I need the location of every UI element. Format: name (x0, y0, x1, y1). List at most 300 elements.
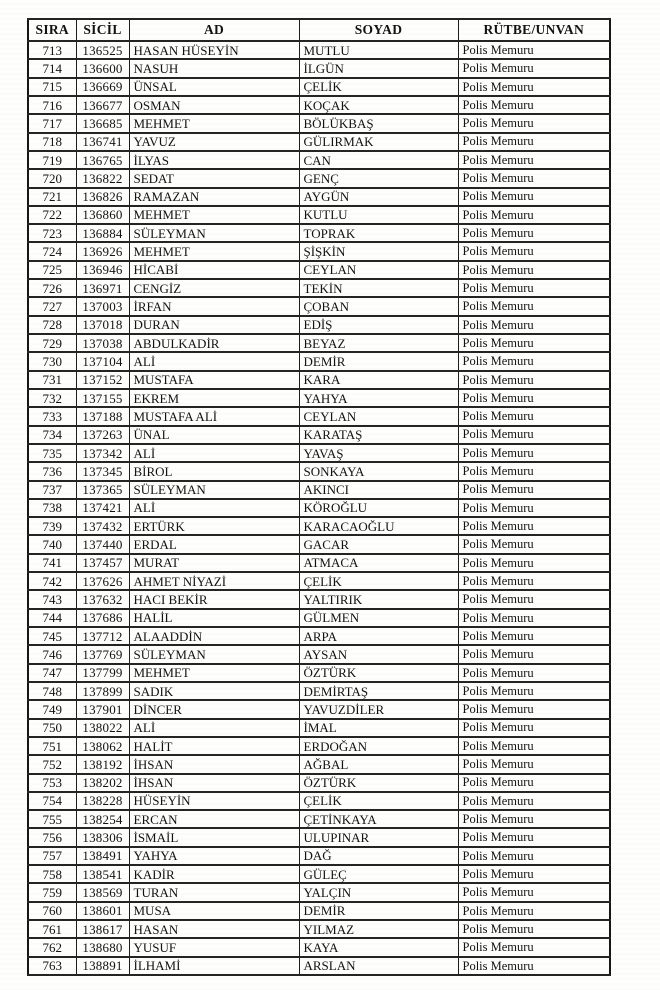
cell-sicil: 136884 (76, 224, 129, 242)
table-row (28, 206, 610, 224)
cell-sira: 725 (28, 261, 76, 279)
cell-sicil: 137626 (76, 572, 129, 590)
cell-rutbe-unvan: Polis Memuru (458, 242, 610, 260)
header-soyad: SOYAD (299, 19, 458, 41)
table-row (28, 261, 610, 279)
table-row (28, 609, 610, 627)
cell-rutbe-unvan: Polis Memuru (458, 609, 610, 627)
cell-rutbe-unvan: Polis Memuru (458, 481, 610, 499)
cell-rutbe-unvan: Polis Memuru (458, 535, 610, 553)
cell-sicil: 137365 (76, 481, 129, 499)
cell-soyad: KOÇAK (299, 96, 458, 114)
cell-ad: MEHMET (129, 114, 299, 132)
cell-soyad: SONKAYA (299, 462, 458, 480)
cell-rutbe-unvan: Polis Memuru (458, 78, 610, 96)
cell-sicil: 137345 (76, 462, 129, 480)
cell-ad: MURAT (129, 554, 299, 572)
cell-ad: MEHMET (129, 206, 299, 224)
cell-soyad: ÇELİK (299, 792, 458, 810)
table-row (28, 847, 610, 865)
cell-soyad: DEMİR (299, 902, 458, 920)
cell-rutbe-unvan: Polis Memuru (458, 755, 610, 773)
cell-ad: ALİ (129, 719, 299, 737)
cell-rutbe-unvan: Polis Memuru (458, 279, 610, 297)
cell-sicil: 136860 (76, 206, 129, 224)
cell-sicil: 137003 (76, 297, 129, 315)
cell-soyad: ÇELİK (299, 572, 458, 590)
table-row (28, 774, 610, 792)
table-row (28, 883, 610, 901)
cell-rutbe-unvan: Polis Memuru (458, 627, 610, 645)
cell-sira: 752 (28, 755, 76, 773)
cell-soyad: GÜLEÇ (299, 865, 458, 883)
table-header (28, 19, 610, 41)
cell-sira: 715 (28, 78, 76, 96)
cell-soyad: KARA (299, 371, 458, 389)
cell-soyad: KAYA (299, 938, 458, 956)
cell-ad: ALİ (129, 499, 299, 517)
cell-rutbe-unvan: Polis Memuru (458, 792, 610, 810)
cell-rutbe-unvan: Polis Memuru (458, 700, 610, 718)
cell-sicil: 138601 (76, 902, 129, 920)
cell-sira: 742 (28, 572, 76, 590)
table-row (28, 407, 610, 425)
table-row (28, 664, 610, 682)
cell-sicil: 137104 (76, 352, 129, 370)
cell-ad: HASAN HÜSEYİN (129, 41, 299, 59)
cell-sira: 724 (28, 242, 76, 260)
table-row (28, 719, 610, 737)
cell-soyad: BEYAZ (299, 334, 458, 352)
cell-ad: MEHMET (129, 242, 299, 260)
cell-rutbe-unvan: Polis Memuru (458, 645, 610, 663)
cell-rutbe-unvan: Polis Memuru (458, 682, 610, 700)
table-row (28, 151, 610, 169)
cell-soyad: DEMİR (299, 352, 458, 370)
cell-sira: 753 (28, 774, 76, 792)
cell-sicil: 138022 (76, 719, 129, 737)
cell-sicil: 137155 (76, 389, 129, 407)
cell-sicil: 138491 (76, 847, 129, 865)
cell-sicil: 137152 (76, 371, 129, 389)
cell-sira: 759 (28, 883, 76, 901)
table-row (28, 755, 610, 773)
header-ad: AD (129, 19, 299, 41)
cell-ad: ERDAL (129, 535, 299, 553)
cell-ad: SEDAT (129, 169, 299, 187)
cell-soyad: GENÇ (299, 169, 458, 187)
table-row (28, 352, 610, 370)
cell-soyad: EDİŞ (299, 316, 458, 334)
cell-rutbe-unvan: Polis Memuru (458, 59, 610, 77)
table-row (28, 133, 610, 151)
cell-ad: SÜLEYMAN (129, 481, 299, 499)
table-row (28, 371, 610, 389)
table-row (28, 297, 610, 315)
cell-sicil: 137018 (76, 316, 129, 334)
cell-soyad: YILMAZ (299, 920, 458, 938)
cell-soyad: TOPRAK (299, 224, 458, 242)
cell-soyad: AĞBAL (299, 755, 458, 773)
cell-ad: ÜNSAL (129, 78, 299, 96)
cell-sicil: 138062 (76, 737, 129, 755)
cell-sicil: 137712 (76, 627, 129, 645)
cell-sira: 761 (28, 920, 76, 938)
cell-sicil: 136826 (76, 188, 129, 206)
table-row (28, 481, 610, 499)
cell-soyad: YALTIRIK (299, 590, 458, 608)
cell-sira: 717 (28, 114, 76, 132)
table-row (28, 499, 610, 517)
table-row (28, 737, 610, 755)
table-row (28, 444, 610, 462)
cell-soyad: KUTLU (299, 206, 458, 224)
cell-sira: 721 (28, 188, 76, 206)
cell-soyad: ÖZTÜRK (299, 774, 458, 792)
cell-sicil: 136677 (76, 96, 129, 114)
cell-soyad: CAN (299, 151, 458, 169)
cell-ad: HÜSEYİN (129, 792, 299, 810)
cell-sicil: 137686 (76, 609, 129, 627)
header-sicil: SİCİL (76, 19, 129, 41)
header-rutbe-unvan: RÜTBE/UNVAN (458, 19, 610, 41)
cell-sicil: 137342 (76, 444, 129, 462)
cell-rutbe-unvan: Polis Memuru (458, 352, 610, 370)
cell-soyad: ÇOBAN (299, 297, 458, 315)
cell-rutbe-unvan: Polis Memuru (458, 96, 610, 114)
table-row (28, 535, 610, 553)
cell-ad: ÜNAL (129, 426, 299, 444)
cell-sira: 739 (28, 517, 76, 535)
cell-rutbe-unvan: Polis Memuru (458, 883, 610, 901)
table-row (28, 41, 610, 59)
table-row (28, 828, 610, 846)
cell-sicil: 138306 (76, 828, 129, 846)
cell-soyad: MUTLU (299, 41, 458, 59)
cell-ad: ABDULKADİR (129, 334, 299, 352)
cell-rutbe-unvan: Polis Memuru (458, 920, 610, 938)
cell-rutbe-unvan: Polis Memuru (458, 737, 610, 755)
cell-ad: YUSUF (129, 938, 299, 956)
cell-soyad: GACAR (299, 535, 458, 553)
cell-rutbe-unvan: Polis Memuru (458, 828, 610, 846)
cell-rutbe-unvan: Polis Memuru (458, 719, 610, 737)
cell-sira: 716 (28, 96, 76, 114)
cell-ad: MEHMET (129, 664, 299, 682)
cell-ad: HASAN (129, 920, 299, 938)
cell-sira: 720 (28, 169, 76, 187)
cell-sira: 751 (28, 737, 76, 755)
cell-sira: 741 (28, 554, 76, 572)
cell-rutbe-unvan: Polis Memuru (458, 847, 610, 865)
cell-sira: 731 (28, 371, 76, 389)
cell-soyad: ULUPINAR (299, 828, 458, 846)
cell-ad: HALİT (129, 737, 299, 755)
cell-soyad: YALÇIN (299, 883, 458, 901)
cell-sicil: 138680 (76, 938, 129, 956)
cell-ad: İHSAN (129, 755, 299, 773)
cell-sicil: 137769 (76, 645, 129, 663)
cell-soyad: İMAL (299, 719, 458, 737)
cell-sira: 729 (28, 334, 76, 352)
cell-ad: HALİL (129, 609, 299, 627)
cell-ad: ERTÜRK (129, 517, 299, 535)
cell-rutbe-unvan: Polis Memuru (458, 224, 610, 242)
cell-ad: DİNCER (129, 700, 299, 718)
cell-sicil: 136525 (76, 41, 129, 59)
cell-ad: TURAN (129, 883, 299, 901)
cell-ad: SÜLEYMAN (129, 645, 299, 663)
cell-rutbe-unvan: Polis Memuru (458, 297, 610, 315)
cell-ad: CENGİZ (129, 279, 299, 297)
table-row (28, 169, 610, 187)
cell-sicil: 138617 (76, 920, 129, 938)
cell-rutbe-unvan: Polis Memuru (458, 444, 610, 462)
table-row (28, 810, 610, 828)
cell-rutbe-unvan: Polis Memuru (458, 151, 610, 169)
cell-sira: 738 (28, 499, 76, 517)
cell-soyad: TEKİN (299, 279, 458, 297)
cell-sira: 757 (28, 847, 76, 865)
cell-sicil: 137632 (76, 590, 129, 608)
cell-rutbe-unvan: Polis Memuru (458, 133, 610, 151)
table-row (28, 78, 610, 96)
cell-sicil: 137899 (76, 682, 129, 700)
personnel-table (27, 18, 611, 976)
cell-rutbe-unvan: Polis Memuru (458, 572, 610, 590)
cell-sira: 749 (28, 700, 76, 718)
cell-sira: 728 (28, 316, 76, 334)
cell-ad: EKREM (129, 389, 299, 407)
table-row (28, 59, 610, 77)
cell-rutbe-unvan: Polis Memuru (458, 188, 610, 206)
cell-sicil: 137421 (76, 499, 129, 517)
cell-rutbe-unvan: Polis Memuru (458, 334, 610, 352)
cell-soyad: ERDOĞAN (299, 737, 458, 755)
table-row (28, 957, 610, 975)
cell-sicil: 137799 (76, 664, 129, 682)
cell-rutbe-unvan: Polis Memuru (458, 206, 610, 224)
cell-rutbe-unvan: Polis Memuru (458, 499, 610, 517)
cell-ad: SADIK (129, 682, 299, 700)
cell-sicil: 138202 (76, 774, 129, 792)
table-row (28, 224, 610, 242)
cell-rutbe-unvan: Polis Memuru (458, 462, 610, 480)
cell-sira: 748 (28, 682, 76, 700)
cell-rutbe-unvan: Polis Memuru (458, 902, 610, 920)
table-row (28, 334, 610, 352)
cell-sira: 726 (28, 279, 76, 297)
cell-soyad: ÇETİNKAYA (299, 810, 458, 828)
cell-rutbe-unvan: Polis Memuru (458, 938, 610, 956)
cell-sicil: 136600 (76, 59, 129, 77)
cell-sicil: 136685 (76, 114, 129, 132)
cell-ad: ALİ (129, 444, 299, 462)
table-row (28, 920, 610, 938)
cell-rutbe-unvan: Polis Memuru (458, 590, 610, 608)
cell-sira: 763 (28, 957, 76, 975)
cell-soyad: DEMİRTAŞ (299, 682, 458, 700)
cell-ad: NASUH (129, 59, 299, 77)
table-row (28, 242, 610, 260)
cell-sicil: 136926 (76, 242, 129, 260)
table-row (28, 188, 610, 206)
cell-sicil: 136946 (76, 261, 129, 279)
cell-soyad: ÖZTÜRK (299, 664, 458, 682)
cell-ad: HACI BEKİR (129, 590, 299, 608)
cell-sicil: 138569 (76, 883, 129, 901)
cell-soyad: DAĞ (299, 847, 458, 865)
cell-ad: ALİ (129, 352, 299, 370)
cell-soyad: CEYLAN (299, 261, 458, 279)
cell-sicil: 136822 (76, 169, 129, 187)
cell-rutbe-unvan: Polis Memuru (458, 554, 610, 572)
table-row (28, 572, 610, 590)
table-row (28, 114, 610, 132)
cell-soyad: YAVUZDİLER (299, 700, 458, 718)
cell-ad: ALAADDİN (129, 627, 299, 645)
cell-sira: 756 (28, 828, 76, 846)
table-row (28, 700, 610, 718)
cell-sira: 760 (28, 902, 76, 920)
cell-rutbe-unvan: Polis Memuru (458, 426, 610, 444)
cell-ad: SÜLEYMAN (129, 224, 299, 242)
cell-sira: 762 (28, 938, 76, 956)
cell-rutbe-unvan: Polis Memuru (458, 957, 610, 975)
cell-sira: 719 (28, 151, 76, 169)
table-row (28, 96, 610, 114)
cell-sicil: 138891 (76, 957, 129, 975)
cell-ad: OSMAN (129, 96, 299, 114)
cell-soyad: YAVAŞ (299, 444, 458, 462)
cell-sicil: 138192 (76, 755, 129, 773)
cell-rutbe-unvan: Polis Memuru (458, 774, 610, 792)
cell-sira: 740 (28, 535, 76, 553)
cell-soyad: ARSLAN (299, 957, 458, 975)
cell-sira: 747 (28, 664, 76, 682)
cell-soyad: ÇELİK (299, 78, 458, 96)
table-row (28, 938, 610, 956)
cell-sira: 750 (28, 719, 76, 737)
cell-soyad: GÜLMEN (299, 609, 458, 627)
cell-soyad: BÖLÜKBAŞ (299, 114, 458, 132)
table-row (28, 902, 610, 920)
cell-sicil: 137457 (76, 554, 129, 572)
cell-sira: 714 (28, 59, 76, 77)
cell-soyad: KARATAŞ (299, 426, 458, 444)
cell-soyad: KARACAOĞLU (299, 517, 458, 535)
cell-soyad: KÖROĞLU (299, 499, 458, 517)
cell-sira: 727 (28, 297, 76, 315)
cell-sicil: 136765 (76, 151, 129, 169)
cell-ad: KADİR (129, 865, 299, 883)
table-row (28, 316, 610, 334)
cell-soyad: GÜLIRMAK (299, 133, 458, 151)
cell-sira: 718 (28, 133, 76, 151)
table-row (28, 517, 610, 535)
cell-sicil: 137901 (76, 700, 129, 718)
cell-sicil: 136741 (76, 133, 129, 151)
cell-ad: İRFAN (129, 297, 299, 315)
cell-sira: 735 (28, 444, 76, 462)
cell-soyad: ATMACA (299, 554, 458, 572)
cell-ad: MUSTAFA (129, 371, 299, 389)
cell-sicil: 137038 (76, 334, 129, 352)
cell-soyad: AYSAN (299, 645, 458, 663)
cell-sicil: 137432 (76, 517, 129, 535)
cell-sicil: 137188 (76, 407, 129, 425)
table-row (28, 645, 610, 663)
cell-rutbe-unvan: Polis Memuru (458, 316, 610, 334)
cell-ad: İSMAİL (129, 828, 299, 846)
table-row (28, 279, 610, 297)
cell-sira: 743 (28, 590, 76, 608)
table-row (28, 682, 610, 700)
table-row (28, 627, 610, 645)
cell-sira: 758 (28, 865, 76, 883)
cell-sira: 730 (28, 352, 76, 370)
cell-rutbe-unvan: Polis Memuru (458, 41, 610, 59)
cell-ad: MUSA (129, 902, 299, 920)
cell-soyad: AYGÜN (299, 188, 458, 206)
cell-rutbe-unvan: Polis Memuru (458, 261, 610, 279)
cell-sicil: 138541 (76, 865, 129, 883)
cell-soyad: ŞİŞKİN (299, 242, 458, 260)
cell-sicil: 136971 (76, 279, 129, 297)
table-row (28, 462, 610, 480)
header-row (28, 19, 610, 41)
cell-sicil: 137440 (76, 535, 129, 553)
cell-sira: 723 (28, 224, 76, 242)
cell-soyad: AKINCI (299, 481, 458, 499)
cell-ad: İHSAN (129, 774, 299, 792)
cell-rutbe-unvan: Polis Memuru (458, 810, 610, 828)
cell-rutbe-unvan: Polis Memuru (458, 517, 610, 535)
cell-sira: 755 (28, 810, 76, 828)
cell-ad: MUSTAFA ALİ (129, 407, 299, 425)
cell-sira: 737 (28, 481, 76, 499)
cell-ad: YAVUZ (129, 133, 299, 151)
cell-ad: RAMAZAN (129, 188, 299, 206)
cell-sira: 746 (28, 645, 76, 663)
cell-rutbe-unvan: Polis Memuru (458, 865, 610, 883)
cell-ad: ERCAN (129, 810, 299, 828)
table-row (28, 389, 610, 407)
table-row (28, 426, 610, 444)
cell-ad: HİCABİ (129, 261, 299, 279)
cell-sira: 733 (28, 407, 76, 425)
cell-rutbe-unvan: Polis Memuru (458, 389, 610, 407)
table-row (28, 865, 610, 883)
cell-ad: AHMET NİYAZİ (129, 572, 299, 590)
cell-ad: İLHAMİ (129, 957, 299, 975)
header-sira: SIRA (28, 19, 76, 41)
cell-ad: İLYAS (129, 151, 299, 169)
cell-sira: 732 (28, 389, 76, 407)
table-body (28, 41, 610, 975)
cell-ad: DURAN (129, 316, 299, 334)
table-row (28, 590, 610, 608)
cell-sira: 734 (28, 426, 76, 444)
cell-soyad: YAHYA (299, 389, 458, 407)
cell-rutbe-unvan: Polis Memuru (458, 371, 610, 389)
cell-rutbe-unvan: Polis Memuru (458, 664, 610, 682)
cell-sira: 736 (28, 462, 76, 480)
cell-rutbe-unvan: Polis Memuru (458, 169, 610, 187)
cell-rutbe-unvan: Polis Memuru (458, 114, 610, 132)
cell-sira: 754 (28, 792, 76, 810)
cell-soyad: CEYLAN (299, 407, 458, 425)
